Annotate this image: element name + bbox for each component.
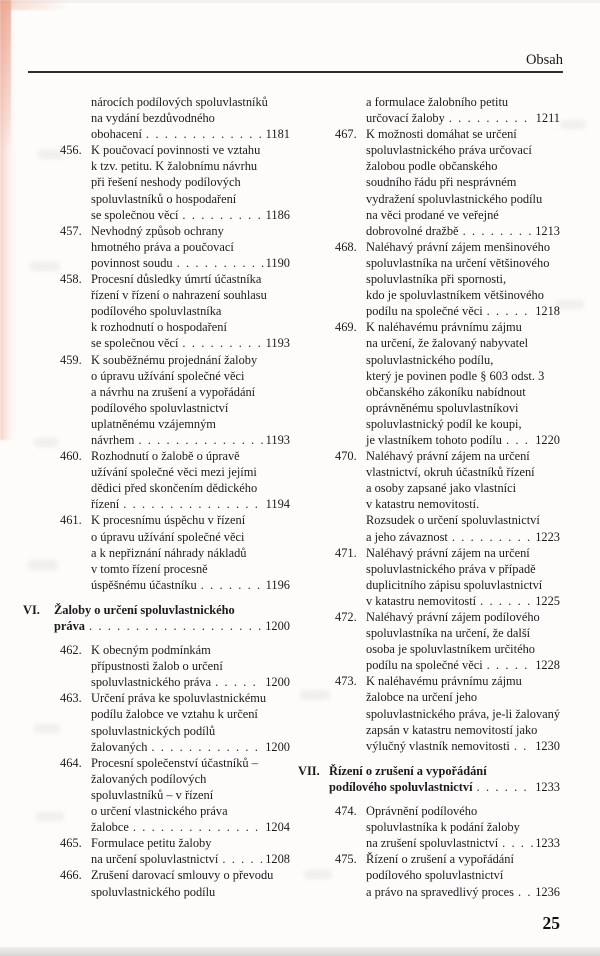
toc-entry-456	[60, 142, 290, 222]
entry-number: 469.	[335, 320, 357, 335]
entry-line: spoluvlastnický podíl ke koupi,	[366, 416, 522, 431]
entry-line: k rozhodnutí o hospodaření	[91, 320, 227, 335]
entry-number: 468.	[335, 239, 357, 254]
toc-entry-468	[335, 239, 560, 319]
entry-number: 461.	[60, 513, 82, 528]
dot-leader	[123, 496, 263, 512]
entry-line: návrhem	[91, 432, 135, 447]
entry-line: Řízení o zrušení a vypořádání	[366, 852, 514, 867]
entry-line: hmotného práva a poučovací	[91, 239, 234, 254]
entry-line: Zrušení darovací smlouvy o převodu	[91, 868, 274, 883]
entry-line: K naléhavému právnímu zájmu	[366, 320, 522, 335]
entry-line: úspěšnému účastníku	[91, 577, 197, 592]
toc-entry-465	[60, 835, 290, 867]
entry-page-ref: 1190	[265, 255, 290, 270]
dot-leader	[463, 223, 534, 239]
entry-line: spoluvlastnických podílů	[91, 723, 216, 738]
entry-page-ref: 1233	[535, 836, 560, 851]
entry-line: podílu na společné věci	[366, 304, 483, 319]
entry-text	[91, 94, 290, 142]
entry-line: nárocích podílových spoluvlastníků	[91, 95, 268, 109]
entry-number: VI.	[23, 602, 40, 617]
entry-line: žalobce	[91, 820, 129, 835]
entry-line: kdo je spoluvlastníkem většinového	[366, 288, 544, 303]
entry-line: žalovaných podílových	[91, 771, 207, 786]
entry-line: Naléhavý právní zájem menšinového	[366, 239, 551, 254]
entry-line: občanského zákoníku nabídnout	[366, 384, 526, 399]
entry-line: spoluvlastnického práva	[91, 675, 212, 690]
toc-entry-460	[60, 448, 290, 512]
entry-number: 462.	[60, 643, 82, 658]
entry-number	[335, 94, 366, 126]
dot-leader	[487, 303, 534, 319]
entry-line: se společnou věcí	[91, 207, 179, 222]
entry-line: žalovaných	[91, 739, 148, 754]
entry-line: zapsán v katastru nemovitostí jako	[366, 722, 538, 737]
entry-text	[91, 271, 290, 351]
entry-line: Žaloby o určení spoluvlastnického	[54, 602, 235, 617]
entry-line: podílu žalobce ve vztahu k určení	[91, 707, 258, 722]
entry-line: spoluvlastníka na určení většinového	[366, 255, 550, 270]
entry-page-ref: 1193	[265, 432, 290, 447]
entry-line: K obecným podmínkám	[91, 643, 211, 658]
entry-number: 466.	[60, 868, 82, 883]
entry-page-ref: 1186	[265, 207, 290, 222]
toc-entry-466	[60, 867, 290, 899]
entry-number: 475.	[335, 852, 357, 867]
entry-line: Naléhavý právní zájem na určení	[366, 545, 530, 560]
entry-line: spoluvlastníka k podání žaloby	[366, 820, 520, 835]
toc-entry-472	[335, 609, 560, 673]
scan-corner-tint	[0, 0, 11, 150]
entry-line: výlučný vlastník nemovitosti	[366, 738, 510, 753]
entry-line: podílového spoluvlastnictví	[329, 779, 473, 794]
entry-line: žalobou podle občanského	[366, 159, 498, 174]
running-header-title: Obsah	[525, 52, 563, 68]
page-number: 25	[542, 913, 560, 933]
entry-line: užívání společné věci mezi jejími	[91, 465, 257, 480]
entry-line: spoluvlastníků o hospodaření	[91, 191, 237, 206]
entry-page-ref: 1208	[265, 852, 290, 867]
entry-line: duplicitního zápisu spoluvlastnictví	[366, 577, 543, 592]
entry-page-ref: 1211	[535, 111, 560, 126]
dot-leader	[182, 207, 263, 223]
dot-leader	[514, 738, 533, 754]
toc-entry-459	[60, 352, 290, 449]
entry-number: 470.	[335, 449, 357, 464]
entry-page-ref: 1220	[535, 432, 560, 447]
entry-line: při řešení neshody podílových	[91, 175, 241, 190]
entry-line: na zrušení spoluvlastnictví	[366, 836, 499, 851]
entry-page-ref: 1204	[265, 820, 290, 835]
entry-page-ref: 1233	[535, 779, 560, 794]
entry-number: 456.	[60, 143, 82, 158]
toc-entry-475	[335, 851, 560, 899]
entry-line: určovací žaloby	[366, 111, 445, 126]
entry-line: povinnost soudu	[91, 255, 173, 270]
entry-line: přípustnosti žalob o určení	[91, 659, 223, 674]
entry-line: osoba je spoluvlastníkem určitého	[366, 642, 535, 657]
bleed-through-mark	[556, 300, 584, 309]
dot-leader	[452, 529, 533, 545]
entry-line: spoluvlastnického práva, je-li žalovaný	[366, 706, 561, 721]
entry-text	[366, 319, 560, 448]
toc-entry-471	[335, 545, 560, 609]
entry-page-ref: 1218	[535, 304, 560, 319]
entry-line: na věci prodané ve veřejné	[366, 207, 499, 222]
entry-line: Naléhavý právní zájem podílového	[366, 610, 540, 624]
entry-line: se společnou věcí	[91, 336, 179, 351]
entry-line: uplatněnému vzájemným	[91, 416, 216, 431]
entry-text	[366, 851, 560, 899]
entry-line: k tzv. petitu. K žalobnímu návrhu	[91, 159, 258, 174]
entry-line: Rozhodnutí o žalobě o úpravě	[91, 449, 240, 464]
toc-entry-463	[60, 690, 290, 754]
entry-line: Procesní společenství účastníků –	[91, 755, 258, 770]
toc-entry-461	[60, 512, 290, 592]
entry-line: na vydání bezdůvodného	[91, 111, 215, 126]
entry-text	[366, 239, 560, 319]
toc-entry-469	[335, 319, 560, 448]
entry-line: soudního řádu při nesprávném	[366, 175, 517, 190]
toc-section-vii	[298, 763, 560, 795]
dot-leader	[151, 739, 263, 755]
entry-line: a formulace žalobního petitu	[366, 95, 509, 109]
dot-leader	[477, 779, 534, 795]
toc-entry-continuation	[60, 94, 290, 142]
entry-text	[91, 223, 290, 271]
entry-number: 460.	[60, 449, 82, 464]
entry-line: na určení, že žalovaný nabyvatel	[366, 336, 529, 351]
dot-leader	[487, 657, 534, 673]
entry-line: spoluvlastníků – v řízení	[91, 787, 214, 802]
entry-text	[91, 642, 290, 690]
entry-text	[366, 126, 560, 239]
entry-text	[91, 512, 290, 592]
toc-entry-462	[60, 642, 290, 690]
dot-leader	[89, 618, 263, 634]
bleed-through-mark	[560, 120, 586, 129]
entry-number: 463.	[60, 691, 82, 706]
entry-line: K souběžnému projednání žaloby	[91, 352, 258, 367]
entry-line: žalobce na určení jeho	[366, 690, 478, 705]
entry-number: 474.	[335, 804, 357, 819]
entry-page-ref: 1230	[535, 738, 560, 753]
entry-page-ref: 1200	[265, 619, 290, 633]
entry-text	[91, 352, 290, 449]
entry-line: oprávněnému spoluvlastníkovi	[366, 400, 519, 415]
entry-text	[91, 835, 290, 867]
entry-text	[366, 609, 560, 673]
dot-leader	[506, 432, 533, 448]
entry-line: práva	[54, 619, 85, 633]
entry-line: podílového spoluvlastnictví	[91, 400, 229, 415]
entry-line: obohacení	[91, 127, 142, 142]
entry-line: Rozsudek o určení spoluvlastnictví	[366, 513, 540, 528]
entry-page-ref: 1213	[535, 223, 560, 238]
entry-text	[366, 803, 560, 851]
entry-line: spoluvlastnického práva určovací	[366, 143, 532, 158]
toc-entry-467	[335, 126, 560, 239]
entry-page-ref: 1225	[535, 593, 560, 608]
entry-page-ref: 1236	[535, 884, 560, 899]
toc-entry-457	[60, 223, 290, 271]
entry-line: K možnosti domáhat se určení	[366, 127, 517, 142]
entry-text	[91, 142, 290, 222]
entry-line: řízení	[91, 497, 120, 512]
toc-entry-470	[335, 448, 560, 545]
entry-page-ref: 1194	[265, 497, 290, 512]
entry-number: 464.	[60, 755, 82, 770]
entry-line: v katastru nemovitostí.	[366, 497, 480, 512]
entry-text	[54, 602, 290, 634]
entry-page-ref: 1181	[265, 127, 290, 142]
entry-number: 459.	[60, 352, 82, 367]
entry-line: který je povinen podle § 603 odst. 3	[366, 368, 545, 383]
entry-line: Nevhodný způsob ochrany	[91, 223, 224, 238]
entry-line: Určení práva ke spoluvlastnickému	[91, 691, 267, 706]
entry-text	[91, 755, 290, 835]
toc-column-left	[23, 94, 290, 900]
toc-entry-464	[60, 755, 290, 835]
entry-line: spoluvlastnického podílu,	[366, 352, 494, 367]
entry-number: 467.	[335, 127, 357, 142]
entry-line: Procesní důsledky úmrtí účastníka	[91, 272, 262, 287]
entry-line: spoluvlastníka na určení, že další	[366, 626, 531, 641]
entry-number	[60, 94, 91, 142]
dot-leader	[222, 851, 263, 867]
entry-page-ref: 1200	[265, 675, 290, 690]
toc-section-vi	[23, 602, 290, 634]
entry-text	[366, 673, 560, 753]
dot-leader	[133, 819, 263, 835]
dot-leader	[177, 255, 264, 271]
scan-bottom-edge	[0, 947, 600, 956]
entry-number: 473.	[335, 674, 357, 689]
entry-line: o úpravu užívání společné věci	[91, 529, 245, 544]
scan-top-edge	[0, 0, 600, 3]
dot-leader	[518, 884, 533, 900]
dot-leader	[201, 577, 264, 593]
entry-line: spoluvlastníka při spornosti,	[366, 272, 507, 287]
entry-line: o určení vlastnického práva	[91, 804, 228, 819]
entry-page-ref: 1193	[265, 336, 290, 351]
toc-entry-474	[335, 803, 560, 851]
entry-line: dědici před skončením dědického	[91, 481, 258, 496]
entry-text	[329, 763, 560, 795]
entry-line: vlastnictví, okruh účastníků řízení	[366, 465, 535, 480]
entry-line: na určení spoluvlastnictví	[91, 852, 219, 867]
entry-line: Formulace petitu žaloby	[91, 836, 212, 851]
toc-entry-473	[335, 673, 560, 753]
entry-number: 472.	[335, 610, 357, 624]
entry-line: a k nepřiznání náhrady nákladů	[91, 545, 247, 560]
entry-text	[91, 690, 290, 754]
entry-page-ref: 1228	[535, 658, 560, 673]
dot-leader	[138, 432, 263, 448]
dot-leader	[480, 593, 533, 609]
entry-line: spoluvlastnického práva v případě	[366, 561, 536, 576]
entry-text	[366, 448, 560, 545]
entry-line: podílového spoluvlastníka	[91, 304, 222, 319]
entry-text	[91, 867, 290, 899]
entry-line: Řízení o zrušení a vypořádání	[329, 763, 487, 778]
entry-line: a jeho závaznost	[366, 529, 448, 544]
entry-page-ref: 1196	[265, 577, 290, 592]
toc-entry-continuation	[335, 94, 560, 126]
toc-column-right	[298, 94, 560, 900]
entry-line: a osoby zapsané jako vlastníci	[366, 481, 517, 496]
entry-text	[366, 545, 560, 609]
entry-line: Naléhavý právní zájem na určení	[366, 449, 530, 464]
header-rule	[28, 71, 563, 73]
entry-line: v tomto řízení procesně	[91, 561, 208, 576]
entry-line: Oprávnění podílového	[366, 804, 478, 819]
entry-line: spoluvlastnického podílu	[91, 884, 216, 899]
dot-leader	[502, 835, 533, 851]
entry-text	[366, 94, 560, 126]
entry-line: vydražení spoluvlastnického podílu	[366, 191, 543, 206]
entry-number: 457.	[60, 223, 82, 238]
entry-page-ref: 1200	[265, 739, 290, 754]
entry-number: VII.	[298, 763, 320, 778]
dot-leader	[182, 335, 263, 351]
entry-number: 465.	[60, 836, 82, 851]
entry-number: 471.	[335, 545, 357, 560]
toc-entry-458	[60, 271, 290, 351]
dot-leader	[449, 110, 534, 126]
entry-line: K procesnímu úspěchu v řízení	[91, 513, 246, 528]
entry-line: v katastru nemovitostí	[366, 593, 477, 608]
entry-line: řízení v řízení o nahrazení souhlasu	[91, 288, 267, 303]
entry-page-ref: 1223	[535, 529, 560, 544]
entry-line: a právo na spravedlivý proces	[366, 884, 514, 899]
entry-line: K naléhavému právnímu zájmu	[366, 674, 522, 689]
entry-line: podílu na společné věci	[366, 658, 483, 673]
dot-leader	[215, 674, 263, 690]
entry-line: o úpravu užívání společné věci	[91, 368, 245, 383]
entry-text	[91, 448, 290, 512]
entry-line: podílového spoluvlastnictví	[366, 868, 504, 883]
entry-line: dobrovolné dražbě	[366, 223, 459, 238]
entry-line: K poučovací povinnosti ve vztahu	[91, 143, 261, 158]
scan-top-corner-tint	[0, 0, 70, 10]
entry-number: 458.	[60, 272, 82, 287]
dot-leader	[146, 126, 264, 142]
entry-line: je vlastníkem tohoto podílu	[366, 432, 502, 447]
entry-line: a návrhu na zrušení a vypořádání	[91, 384, 256, 399]
